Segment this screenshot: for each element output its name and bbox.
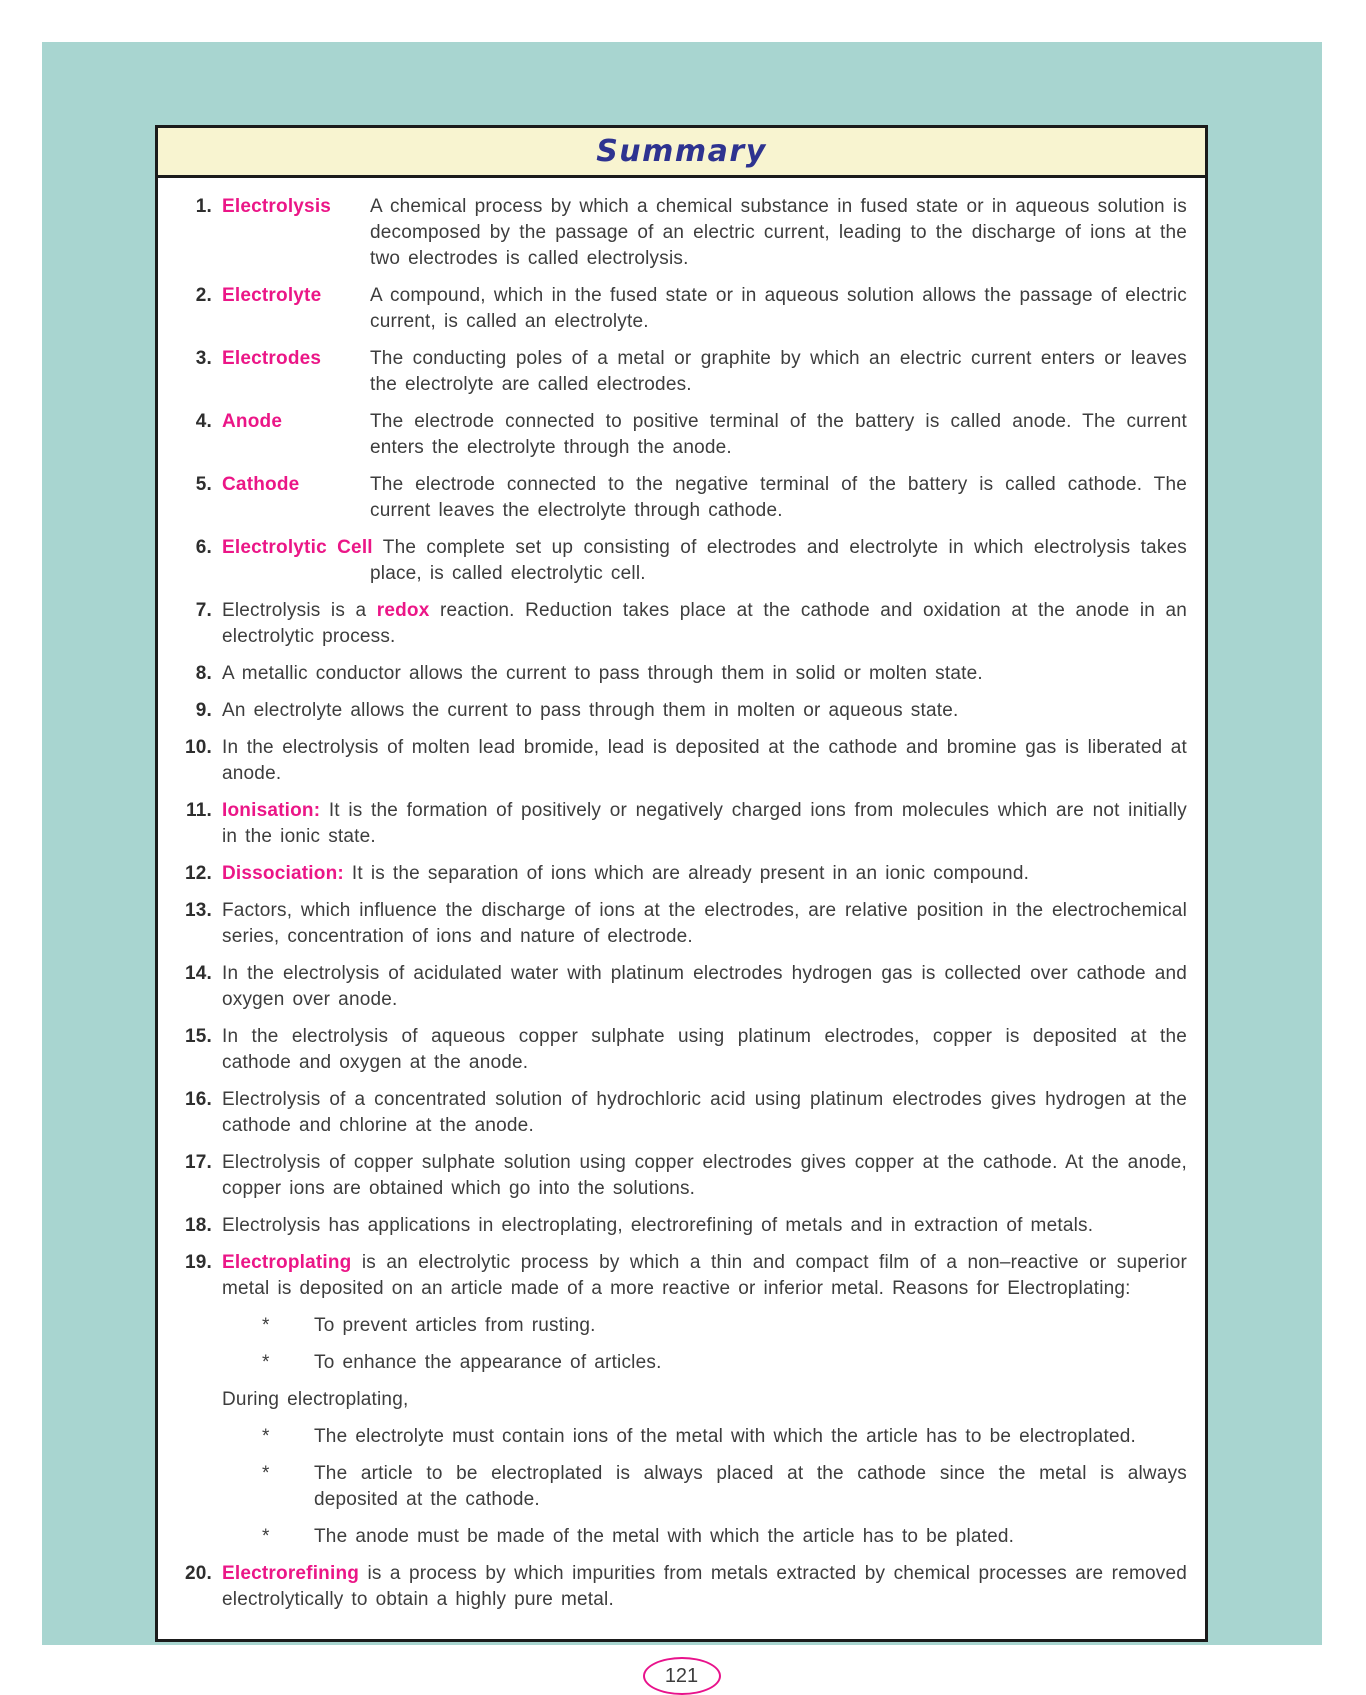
item-number: 11.	[186, 800, 212, 821]
item-number: 1.	[195, 196, 212, 217]
item-content: Electrolysis has applications in electroplating, electrorefining of metals and in extraction of metals.	[222, 1215, 1094, 1236]
list-item	[164, 1250, 1187, 1550]
item-number: 7.	[195, 600, 212, 621]
item-definition: The conducting poles of a metal or graphite by which an electric current enters or leaves the electrolyte are called electrodes.	[370, 348, 1187, 395]
item-number: 3.	[195, 348, 212, 369]
list-item	[164, 698, 1187, 724]
item-content: Dissociation: It is the separation of ions which are already present in an ionic compound.	[222, 863, 1030, 884]
list-item	[164, 1561, 1187, 1613]
keyword-highlight: redox	[376, 600, 430, 621]
list-item	[164, 598, 1187, 650]
item-term: Electrodes	[222, 348, 322, 369]
item-content: In the electrolysis of aqueous copper sulphate using platinum electrodes, copper is deposited at the cathode and oxygen at the anode.	[222, 1026, 1187, 1073]
item-term: Electrolyte	[222, 285, 322, 306]
item-content: Electrolysis is a redox reaction. Reduction takes place at the cathode and oxidation at the anode in an electrolytic process.	[222, 600, 1188, 647]
item-content: Ionisation: It is the formation of positively or negatively charged ions from molecules which are not initially in the ionic state.	[222, 800, 1187, 847]
list-item	[164, 1087, 1187, 1139]
bullet-text: The electrolyte must contain ions of the metal with which the article has to be electroplated.	[314, 1426, 1136, 1447]
item-number: 2.	[195, 285, 212, 306]
item-number: 10.	[184, 737, 212, 758]
list-item	[164, 661, 1187, 687]
list-item	[164, 409, 1187, 461]
item-content: An electrolyte allows the current to pass through them in molten or aqueous state.	[222, 700, 959, 721]
list-item	[164, 1024, 1187, 1076]
item-content: In the electrolysis of acidulated water with platinum electrodes hydrogen gas is collected over cathode and oxygen over anode.	[222, 963, 1187, 1010]
page-number-row	[155, 1657, 1208, 1695]
bullet-text: The anode must be made of the metal with which the article has to be plated.	[314, 1526, 1015, 1547]
item-content	[222, 283, 1187, 335]
item-number: 8.	[195, 663, 212, 684]
summary-box	[155, 125, 1208, 1642]
item-number: 13.	[184, 900, 212, 921]
list-item	[164, 861, 1187, 887]
item-definition: A chemical process by which a chemical substance in fused state or in aqueous solution is decomposed by the passage of an electric current, leading to the discharge of ions at the two electrodes is called electrolysis.	[370, 196, 1187, 269]
item-number: 14.	[184, 963, 212, 984]
list-item	[164, 283, 1187, 335]
bullet-item	[222, 1424, 1187, 1450]
item-number: 16.	[184, 1089, 212, 1110]
item-number: 4.	[195, 411, 212, 432]
list-item	[164, 1150, 1187, 1202]
bullet-text: The article to be electroplated is always placed at the cathode since the metal is always deposited at the cathode.	[314, 1463, 1187, 1510]
list-item	[164, 194, 1187, 272]
item-content: A metallic conductor allows the current to pass through them in solid or molten state.	[222, 663, 983, 684]
item-number: 12.	[184, 863, 212, 884]
sub-note: During electroplating,	[222, 1389, 409, 1410]
item-definition: The electrode connected to the negative terminal of the battery is called cathode. The current leaves the electrolyte through cathode.	[370, 474, 1187, 521]
asterisk-bullet: *	[262, 1526, 270, 1547]
list-item	[164, 535, 1187, 587]
bullet-text: To prevent articles from rusting.	[314, 1315, 596, 1336]
page-content	[155, 125, 1208, 1695]
item-content: Electrolytic Cell The complete set up consisting of electrodes and electrolyte in which electrolysis takes place, is called electrolytic cell.	[222, 537, 1187, 584]
item-content	[222, 409, 1187, 461]
asterisk-bullet: *	[262, 1315, 270, 1336]
item-content: Factors, which influence the discharge of ions at the electrodes, are relative position in the electrochemical series, concentration of ions and nature of electrode.	[222, 900, 1187, 947]
item-content: Electroplating is an electrolytic process by which a thin and compact film of a non–reactive or superior metal is deposited on an article made of a more reactive or inferior metal. Reasons for Electroplating: * To prevent articles from rusting. * To enhance the appearance of articles. During electroplating, * The electrolyte must contain ions of the metal with which the article has to be electroplated. * The article to be electroplated is always placed at the cathode since the metal is always deposited at the cathode. * The anode must be made of the metal with which the article has to be plated.	[222, 1250, 1187, 1550]
item-term: Cathode	[222, 474, 300, 495]
page-number-badge: 121	[643, 1657, 721, 1695]
list-item	[164, 961, 1187, 1013]
item-definition: A compound, which in the fused state or in aqueous solution allows the passage of electric current, is called an electrolyte.	[370, 285, 1187, 332]
list-item	[164, 898, 1187, 950]
list-item	[164, 735, 1187, 787]
bullet-item	[222, 1350, 1187, 1376]
item-term: Dissociation:	[222, 863, 344, 884]
item-number: 18.	[184, 1215, 212, 1236]
item-content: In the electrolysis of molten lead bromide, lead is deposited at the cathode and bromine gas is liberated at anode.	[222, 737, 1187, 784]
bullet-item	[222, 1524, 1187, 1550]
summary-list	[158, 178, 1205, 1639]
item-definition: The electrode connected to positive terminal of the battery is called anode. The current enters the electrolyte through the anode.	[370, 411, 1187, 458]
item-number: 5.	[195, 474, 212, 495]
item-term: Anode	[222, 411, 283, 432]
item-content: Electrolysis of a concentrated solution of hydrochloric acid using platinum electrodes gives hydrogen at the cathode and chlorine at the anode.	[222, 1089, 1187, 1136]
item-number: 20.	[184, 1563, 212, 1584]
asterisk-bullet: *	[262, 1426, 270, 1447]
bullet-text: To enhance the appearance of articles.	[314, 1352, 662, 1373]
summary-header	[158, 128, 1205, 178]
asterisk-bullet: *	[262, 1352, 270, 1373]
list-item	[164, 346, 1187, 398]
asterisk-bullet: *	[262, 1463, 270, 1484]
item-term: Ionisation:	[222, 800, 321, 821]
page-title: Summary	[596, 134, 767, 169]
list-item	[164, 798, 1187, 850]
item-term: Electrorefining	[222, 1563, 360, 1584]
item-content: Electrorefining is a process by which impurities from metals extracted by chemical processes are removed electrolytically to obtain a highly pure metal.	[222, 1563, 1187, 1610]
list-item	[164, 472, 1187, 524]
item-content: Electrolysis of copper sulphate solution using copper electrodes gives copper at the cathode. At the anode, copper ions are obtained which go into the solutions.	[222, 1152, 1187, 1199]
item-term: Electrolytic Cell	[222, 537, 373, 558]
item-number: 17.	[184, 1152, 212, 1173]
item-term: Electrolysis	[222, 196, 332, 217]
item-number: 15.	[184, 1026, 212, 1047]
item-number: 9.	[195, 700, 212, 721]
list-item	[164, 1213, 1187, 1239]
item-term: Electroplating	[222, 1252, 352, 1273]
item-number: 19.	[184, 1252, 212, 1273]
item-content	[222, 194, 1187, 272]
bullet-item	[222, 1313, 1187, 1339]
bullet-item	[222, 1461, 1187, 1513]
item-content	[222, 346, 1187, 398]
item-number: 6.	[195, 537, 212, 558]
item-content	[222, 472, 1187, 524]
